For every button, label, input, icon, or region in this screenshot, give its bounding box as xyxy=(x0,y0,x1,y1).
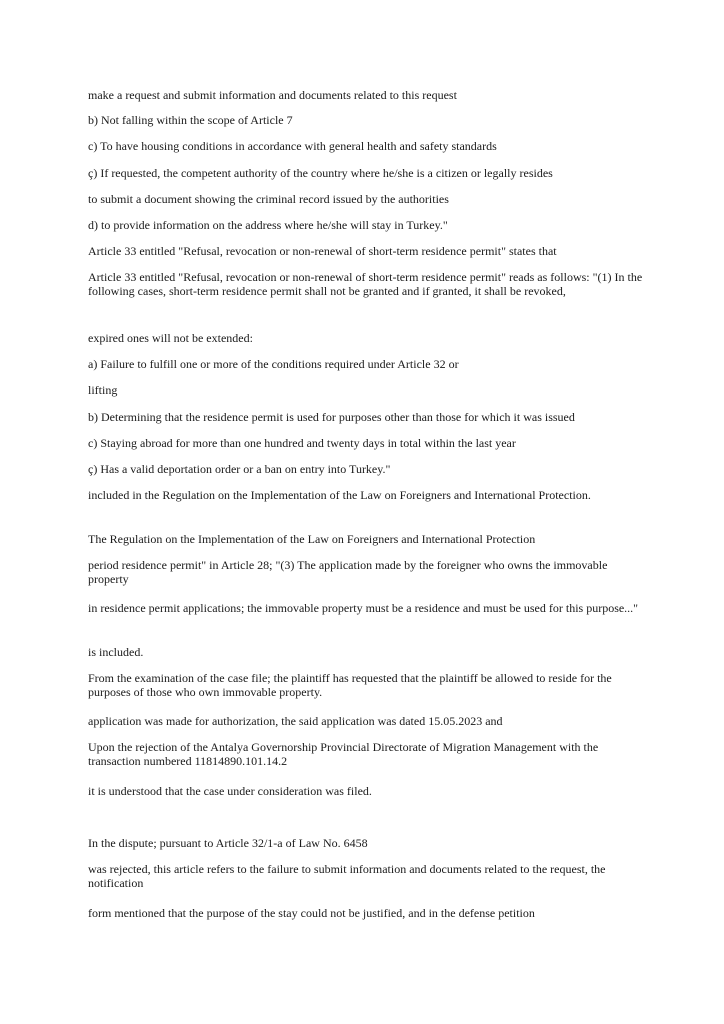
paragraph: application was made for authorization, the said application was dated 15.05.2023 and xyxy=(88,714,503,728)
paragraph: to submit a document showing the criminal record issued by the authorities xyxy=(88,192,449,206)
paragraph: Article 33 entitled "Refusal, revocation or non-renewal of short-term residence permit" reads as follows: "(1) In the following cases, short-term residence permit shall not be granted and if granted, it shall be revoked, xyxy=(88,270,643,298)
paragraph: expired ones will not be extended: xyxy=(88,331,253,345)
paragraph: c) Staying abroad for more than one hundred and twenty days in total within the last year xyxy=(88,436,516,450)
paragraph: In the dispute; pursuant to Article 32/1-a of Law No. 6458 xyxy=(88,836,368,850)
paragraph: included in the Regulation on the Implementation of the Law on Foreigners and International Protection. xyxy=(88,488,591,502)
paragraph: in residence permit applications; the immovable property must be a residence and must be used for this purpose..." xyxy=(88,601,639,615)
paragraph: Article 33 entitled "Refusal, revocation or non-renewal of short-term residence permit" states that xyxy=(88,244,557,258)
paragraph: is included. xyxy=(88,645,144,659)
paragraph: The Regulation on the Implementation of the Law on Foreigners and International Protection xyxy=(88,532,536,546)
paragraph: Upon the rejection of the Antalya Governorship Provincial Directorate of Migration Management with the transaction numbered 11814890.101.14.2 xyxy=(88,740,599,768)
paragraph: make a request and submit information and documents related to this request xyxy=(88,88,457,102)
paragraph: was rejected, this article refers to the failure to submit information and documents related to the request, the notification xyxy=(88,862,606,890)
paragraph: b) Determining that the residence permit is used for purposes other than those for which it was issued xyxy=(88,410,575,424)
paragraph: ç) Has a valid deportation order or a ban on entry into Turkey." xyxy=(88,462,391,476)
paragraph: d) to provide information on the address where he/she will stay in Turkey." xyxy=(88,218,448,232)
paragraph: form mentioned that the purpose of the stay could not be justified, and in the defense petition xyxy=(88,906,535,920)
paragraph: period residence permit" in Article 28; "(3) The application made by the foreigner who owns the immovable property xyxy=(88,558,608,586)
paragraph: a) Failure to fulfill one or more of the conditions required under Article 32 or xyxy=(88,357,459,371)
paragraph: lifting xyxy=(88,383,118,397)
paragraph: it is understood that the case under consideration was filed. xyxy=(88,784,372,798)
paragraph: c) To have housing conditions in accordance with general health and safety standards xyxy=(88,139,497,153)
paragraph: ç) If requested, the competent authority of the country where he/she is a citizen or legally resides xyxy=(88,166,553,180)
paragraph: b) Not falling within the scope of Article 7 xyxy=(88,113,293,127)
paragraph: From the examination of the case file; the plaintiff has requested that the plaintiff be allowed to reside for the purposes of those who own immovable property. xyxy=(88,671,612,699)
